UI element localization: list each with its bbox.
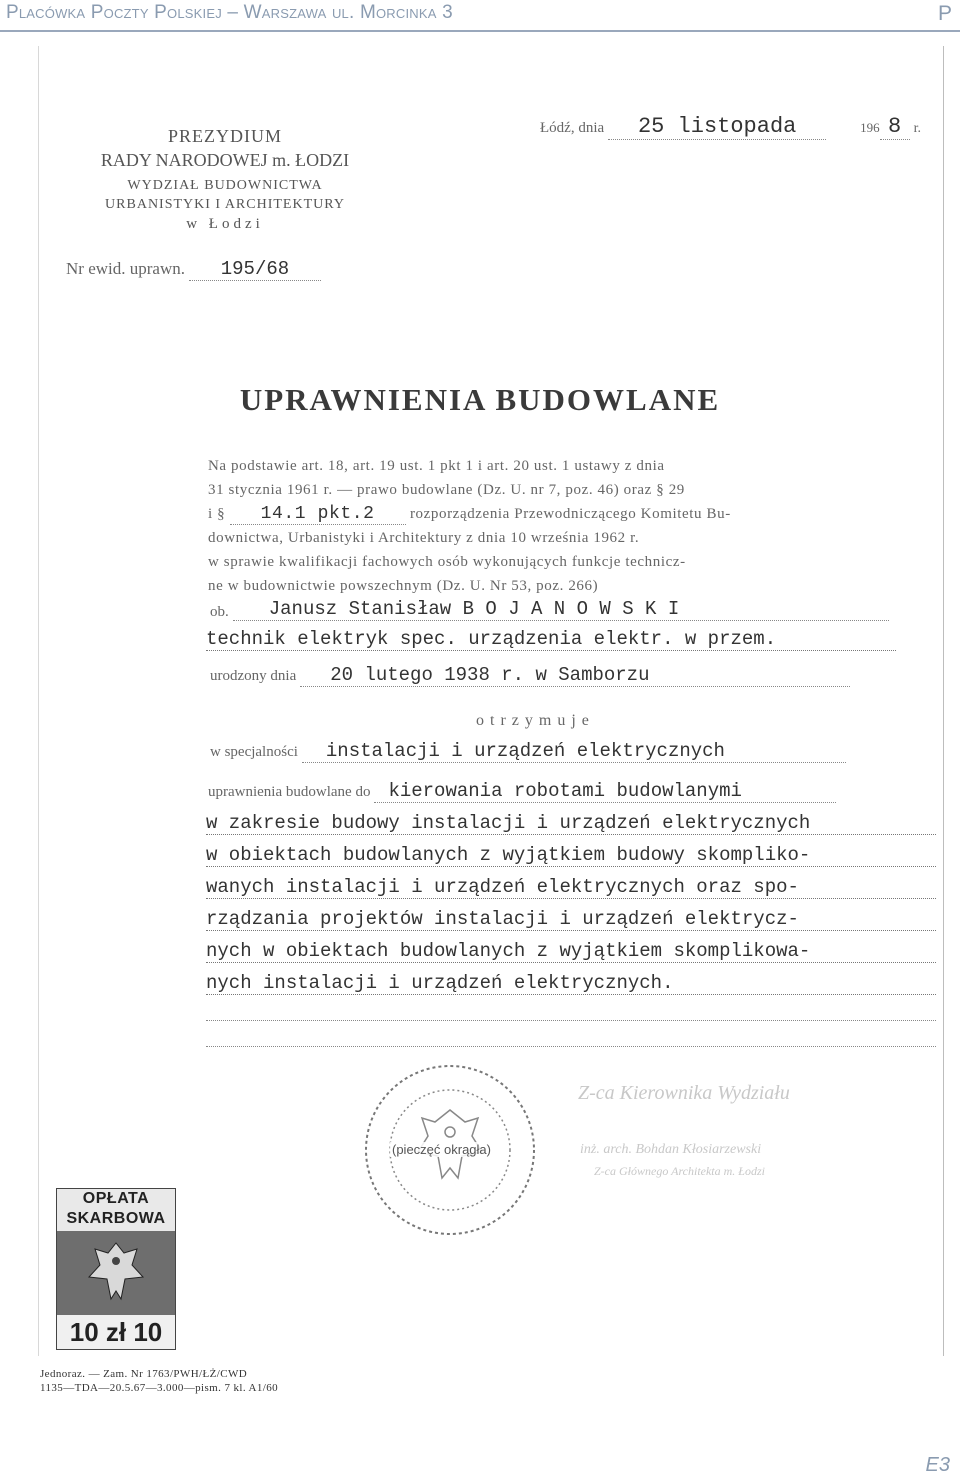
grant-line: nych instalacji i urządzeń elektrycznych. [206, 972, 936, 995]
footer-line-1: Jednoraz. — Zam. Nr 1763/PWH/ŁŻ/CWD [40, 1368, 248, 1380]
legal-line-3-typed: 14.1 pkt.2 [230, 504, 406, 525]
grant-line: rządzania projektów instalacji i urządzeń elektrycz- [206, 908, 936, 931]
grant-line: wanych instalacji i urządzeń elektrycznych oraz spo- [206, 876, 936, 899]
page-icon: P [937, 2, 952, 25]
registry [66, 258, 321, 281]
place-date-prefix: Łódź, dnia [540, 120, 605, 136]
legal-line-4: downictwa, Urbanistyki i Architektury z dnia 10 września 1962 r. [208, 530, 640, 546]
registry-label: Nr ewid. uprawn. [66, 259, 185, 278]
birth-value: 20 lutego 1938 r. w Samborzu [300, 664, 850, 687]
place-date-suffix: r. [913, 121, 922, 136]
receives-label: o t r z y m u j e [476, 712, 590, 729]
grant-line: w zakresie budowy instalacji i urządzeń elektrycznych [206, 812, 936, 835]
place-date-year-prefix: 196 [860, 120, 880, 135]
stamp-label: (pieczęć okrągła) [392, 1142, 491, 1157]
place-date [540, 114, 921, 140]
specialty-label: w specjalności [210, 744, 298, 760]
specialty-row [210, 740, 846, 763]
grant-first: kierowania robotami budowlanymi [374, 780, 836, 803]
eagle-icon [81, 1237, 151, 1309]
page-corner-label: E3 [925, 1454, 950, 1476]
office-line-city: w Łodzi [186, 216, 264, 232]
revenue-stamp-value: 10 zł 10 [57, 1315, 175, 1349]
birth-row [210, 664, 850, 687]
legal-line-6: ne w budownictwie powszechnym (Dz. U. Nr 53, poz. 266) [208, 578, 599, 594]
header-divider [0, 30, 960, 32]
signature-line-3: Z-ca Głównego Architekta m. Łodzi [594, 1164, 765, 1178]
signature-line-2: inż. arch. Bohdan Kłosiarzewski [580, 1142, 762, 1157]
page-header-title: Placówka Poczty Polskiej – Warszawa ul. Morcinka 3 [6, 2, 453, 23]
grant-line: nych w obiektach budowlanych z wyjątkiem skomplikowa- [206, 940, 936, 963]
blank-line [206, 1046, 936, 1047]
signature-line-1: Z-ca Kierownika Wydziału [578, 1082, 790, 1104]
birth-label: urodzony dnia [210, 668, 297, 684]
legal-line-3-prefix: i § [208, 506, 226, 522]
footer-line-2: 1135—TDA—20.5.67—3.000—pism. 7 kl. A1/60 [40, 1382, 279, 1394]
person-name: Janusz Stanisław B O J A N O W S K I [233, 598, 889, 621]
legal-line-3-suffix: rozporządzenia Przewodniczącego Komitetu Bu- [409, 506, 731, 522]
legal-line-3 [208, 504, 731, 525]
specialty-value: instalacji i urządzeń elektrycznych [302, 740, 846, 763]
blank-line [206, 1020, 936, 1021]
person-name-row [210, 598, 889, 621]
office-line-presidium: PREZYDIUM [167, 126, 282, 146]
grant-label: uprawnienia budowlane do [208, 784, 371, 800]
office-line-council: RADY NARODOWEJ m. ŁODZI [100, 150, 350, 170]
place-date-value: 25 listopada [608, 114, 826, 140]
legal-line-5: w sprawie kwalifikacji fachowych osób wykonujących funkcje technicz- [208, 554, 686, 570]
ob-label: ob. [210, 604, 229, 620]
office-line-urbanism: URBANISTYKI I ARCHITEKTURY [105, 197, 345, 212]
revenue-stamp-header [57, 1189, 175, 1231]
revenue-stamp [56, 1188, 176, 1350]
legal-line-1: Na podstawie art. 18, art. 19 ust. 1 pkt 1 i art. 20 ust. 1 ustawy z dnia [208, 458, 665, 474]
grant-row [208, 780, 836, 803]
document-title: UPRAWNIENIA BUDOWLANE [239, 382, 721, 417]
grant-line: w obiektach budowlanych z wyjątkiem budowy skompliko- [206, 844, 936, 867]
person-profession: technik elektryk spec. urządzenia elektr. w przem. [206, 628, 896, 651]
office-line-department: WYDZIAŁ BUDOWNICTWA [127, 178, 323, 193]
registry-number: 195/68 [189, 258, 321, 281]
place-date-year-suffix: 8 [880, 114, 910, 140]
legal-line-2: 31 stycznia 1961 r. — prawo budowlane (Dz. U. nr 7, poz. 46) oraz § 29 [208, 482, 685, 498]
revenue-stamp-top-1: OPŁATA [82, 1190, 150, 1207]
revenue-stamp-top-2: SKARBOWA [66, 1210, 166, 1227]
